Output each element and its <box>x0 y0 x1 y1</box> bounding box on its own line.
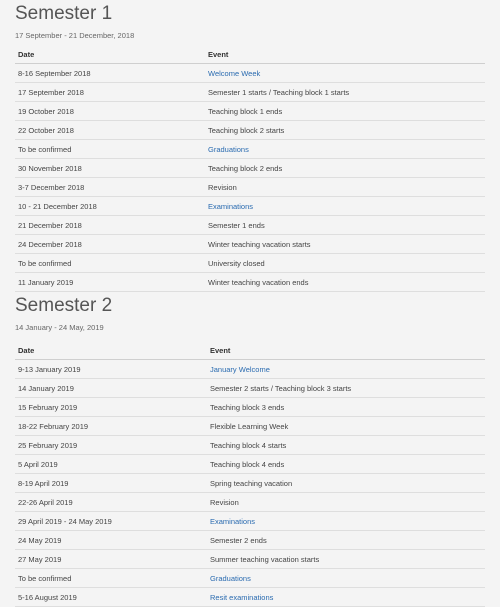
event-column-header: Event <box>207 342 485 360</box>
table-row <box>15 216 485 235</box>
table-row <box>15 417 485 436</box>
table-row <box>15 512 485 531</box>
event-cell: Teaching block 1 ends <box>205 102 485 121</box>
date-cell: 18-22 February 2019 <box>15 417 207 436</box>
semester-2-table <box>15 342 485 607</box>
event-cell: Spring teaching vacation <box>207 474 485 493</box>
date-cell: 3-7 December 2018 <box>15 178 205 197</box>
table-row <box>15 360 485 379</box>
semester-1-table <box>15 46 485 292</box>
table-row <box>15 102 485 121</box>
event-cell: Semester 2 starts / Teaching block 3 starts <box>207 379 485 398</box>
table-row <box>15 569 485 588</box>
event-link[interactable]: Examinations <box>207 512 485 531</box>
date-cell: To be confirmed <box>15 569 207 588</box>
table-row <box>15 531 485 550</box>
event-cell: Winter teaching vacation ends <box>205 273 485 292</box>
date-cell: 9-13 January 2019 <box>15 360 207 379</box>
date-cell: 29 April 2019 - 24 May 2019 <box>15 512 207 531</box>
table-row <box>15 235 485 254</box>
date-cell: 17 September 2018 <box>15 83 205 102</box>
date-cell: 24 December 2018 <box>15 235 205 254</box>
date-cell: To be confirmed <box>15 254 205 273</box>
table-row <box>15 273 485 292</box>
date-cell: 21 December 2018 <box>15 216 205 235</box>
table-header-row <box>15 342 485 360</box>
table-row <box>15 474 485 493</box>
semester-1-date-range: 17 September - 21 December, 2018 <box>15 31 135 40</box>
table-row <box>15 121 485 140</box>
date-cell: 8-16 September 2018 <box>15 64 205 83</box>
event-cell: Teaching block 4 ends <box>207 455 485 474</box>
semester-2-date-range: 14 January - 24 May, 2019 <box>15 323 104 332</box>
table-row <box>15 83 485 102</box>
table-row <box>15 159 485 178</box>
table-row <box>15 550 485 569</box>
date-cell: 14 January 2019 <box>15 379 207 398</box>
event-cell: Semester 2 ends <box>207 531 485 550</box>
event-cell: Semester 1 ends <box>205 216 485 235</box>
date-cell: 19 October 2018 <box>15 102 205 121</box>
event-link[interactable]: Graduations <box>207 569 485 588</box>
date-cell: 8-19 April 2019 <box>15 474 207 493</box>
event-cell: Revision <box>205 178 485 197</box>
date-cell: 10 - 21 December 2018 <box>15 197 205 216</box>
table-row <box>15 197 485 216</box>
event-link[interactable]: Graduations <box>205 140 485 159</box>
semester-1-title: Semester 1 <box>15 3 113 24</box>
event-link[interactable]: Welcome Week <box>205 64 485 83</box>
event-cell: Revision <box>207 493 485 512</box>
table-row <box>15 64 485 83</box>
event-cell: Summer teaching vacation starts <box>207 550 485 569</box>
event-column-header: Event <box>205 46 485 64</box>
table-row <box>15 436 485 455</box>
semester-2-title: Semester 2 <box>15 295 113 316</box>
event-cell: Teaching block 2 starts <box>205 121 485 140</box>
date-cell: 22-26 April 2019 <box>15 493 207 512</box>
event-link[interactable]: Examinations <box>205 197 485 216</box>
date-cell: 11 January 2019 <box>15 273 205 292</box>
table-row <box>15 398 485 417</box>
event-cell: Winter teaching vacation starts <box>205 235 485 254</box>
table-row <box>15 588 485 607</box>
event-cell: Teaching block 3 ends <box>207 398 485 417</box>
date-cell: 24 May 2019 <box>15 531 207 550</box>
table-row <box>15 493 485 512</box>
date-cell: 5-16 August 2019 <box>15 588 207 607</box>
table-row <box>15 178 485 197</box>
date-cell: 22 October 2018 <box>15 121 205 140</box>
date-column-header: Date <box>15 46 205 64</box>
table-header-row <box>15 46 485 64</box>
date-cell: 30 November 2018 <box>15 159 205 178</box>
table-row <box>15 379 485 398</box>
date-cell: To be confirmed <box>15 140 205 159</box>
event-cell: Flexible Learning Week <box>207 417 485 436</box>
event-cell: Semester 1 starts / Teaching block 1 starts <box>205 83 485 102</box>
event-cell: Teaching block 4 starts <box>207 436 485 455</box>
date-cell: 5 April 2019 <box>15 455 207 474</box>
date-cell: 25 February 2019 <box>15 436 207 455</box>
semester-1-table-body <box>15 64 485 292</box>
date-cell: 15 February 2019 <box>15 398 207 417</box>
date-cell: 27 May 2019 <box>15 550 207 569</box>
table-row <box>15 140 485 159</box>
event-cell: University closed <box>205 254 485 273</box>
semester-2-table-body <box>15 360 485 607</box>
date-column-header: Date <box>15 342 207 360</box>
event-cell: Teaching block 2 ends <box>205 159 485 178</box>
table-row <box>15 254 485 273</box>
event-link[interactable]: Resit examinations <box>207 588 485 607</box>
table-row <box>15 455 485 474</box>
event-link[interactable]: January Welcome <box>207 360 485 379</box>
